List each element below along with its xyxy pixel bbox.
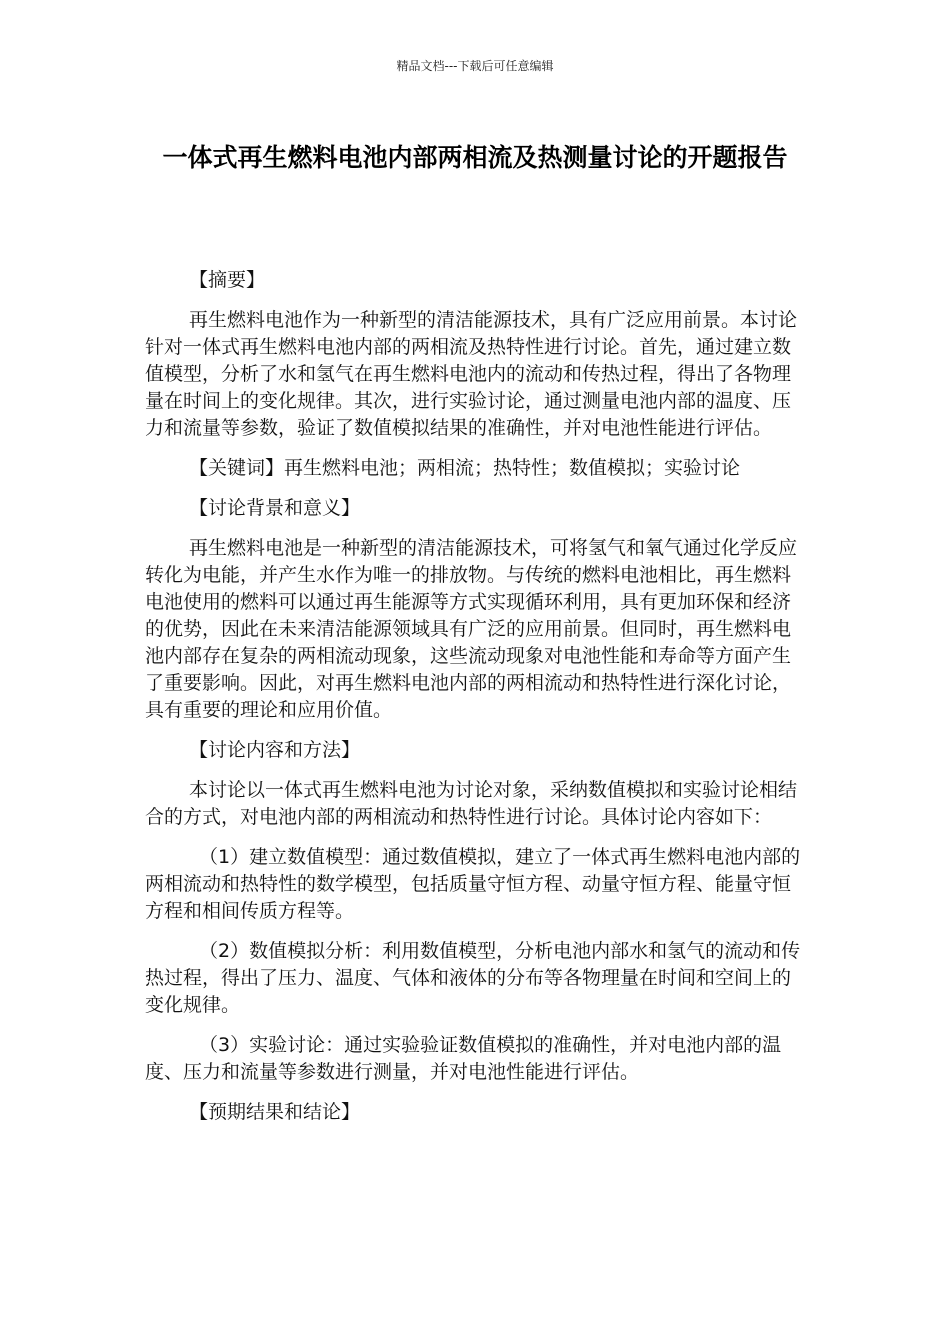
results-heading: 【预期结果和结论】: [189, 1101, 361, 1123]
methods-heading: 【讨论内容和方法】: [189, 739, 361, 761]
background-heading: 【讨论背景和意义】: [189, 497, 361, 519]
document-body: [145, 267, 807, 1139]
method-item-1: （1）建立数值模型：通过数值模拟，建立了一体式再生燃料电池内部的两相流动和热特性的数学模型，包括质量守恒方程、动量守恒方程、能量守恒方程和相间传质方程等。: [145, 846, 801, 922]
abstract-paragraph: 再生燃料电池作为一种新型的清洁能源技术，具有广泛应用前景。本讨论针对一体式再生燃料电池内部的两相流及热特性进行讨论。首先，通过建立数值模型，分析了水和氢气在再生燃料电池内的流动和传热过程，得出了各物理量在时间上的变化规律。其次，进行实验讨论，通过测量电池内部的温度、压力和流量等参数，验证了数值模拟结果的准确性，并对电池性能进行评估。: [145, 309, 798, 439]
methods-paragraph: 本讨论以一体式再生燃料电池为讨论对象，采纳数值模拟和实验讨论相结合的方式，对电池内部的两相流动和热特性进行讨论。具体讨论内容如下：: [145, 779, 798, 828]
page-header-note: 精品文档---下载后可任意编辑: [396, 59, 554, 73]
background-paragraph: 再生燃料电池是一种新型的清洁能源技术，可将氢气和氧气通过化学反应转化为电能，并产生水作为唯一的排放物。与传统的燃料电池相比，再生燃料电池使用的燃料可以通过再生能源等方式实现循环利用，具有更加环保和经济的优势，因此在未来清洁能源领域具有广泛的应用前景。但同时，再生燃料电池内部存在复杂的两相流动现象，这些流动现象对电池性能和寿命等方面产生了重要影响。因此，对再生燃料电池内部的两相流动和热特性进行深化讨论，具有重要的理论和应用价值。: [145, 537, 798, 721]
abstract-heading: 【摘要】: [189, 269, 266, 291]
method-item-2: （2）数值模拟分析：利用数值模型，分析电池内部水和氢气的流动和传热过程，得出了压力、温度、气体和液体的分布等各物理量在时间和空间上的变化规律。: [145, 940, 801, 1016]
document-title: 一体式再生燃料电池内部两相流及热测量讨论的开题报告: [162, 143, 788, 172]
keywords-line: 【关键词】再生燃料电池；两相流；热特性；数值模拟；实验讨论: [189, 457, 741, 479]
method-item-3: （3）实验讨论：通过实验验证数值模拟的准确性，并对电池内部的温度、压力和流量等参数进行测量，并对电池性能进行评估。: [145, 1034, 782, 1083]
